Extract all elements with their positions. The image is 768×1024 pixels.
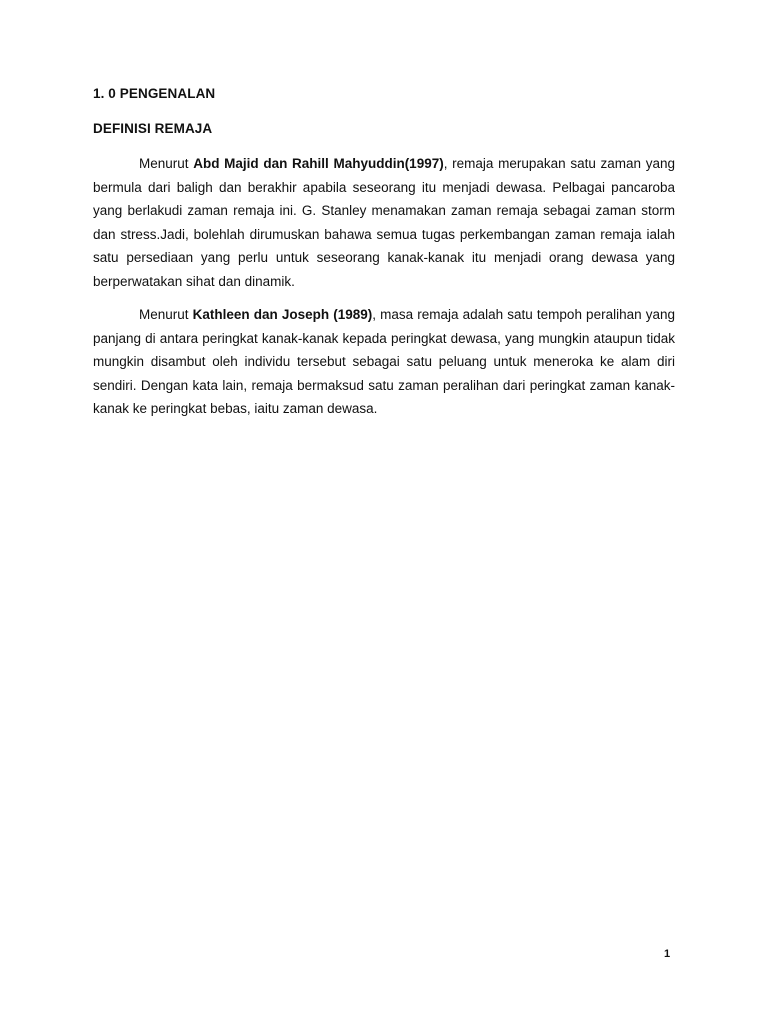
section-heading: 1. 0 PENGENALAN	[93, 86, 216, 101]
citation: Kathleen dan Joseph (1989)	[192, 307, 373, 322]
paragraph	[93, 152, 675, 294]
paragraph-body: , masa remaja adalah satu tempoh peralihan yang panjang di antara peringkat kanak-kanak kepada peringkat dewasa, yang mungkin ataupun tidak mungkin disambut oleh individu tersebut sebagai satu peluang untuk meneroka ke alam diri sendiri. Dengan kata lain, remaja bermaksud satu zaman peralihan dari peringkat zaman kanak-kanak ke peringkat bebas, iaitu zaman dewasa.	[93, 307, 675, 417]
paragraph-lead: Menurut	[139, 307, 193, 322]
sub-heading: DEFINISI REMAJA	[93, 121, 213, 136]
page-number: 1	[664, 948, 671, 960]
paragraph-lead: Menurut	[139, 156, 194, 171]
citation: Abd Majid dan Rahill Mahyuddin(1997)	[193, 156, 444, 171]
paragraph-body: , remaja merupakan satu zaman yang bermula dari baligh dan berakhir apabila seseorang itu menjadi dewasa. Pelbagai pancaroba yang berlakudi zaman remaja ini. G. Stanley menamakan zaman remaja sebagai zaman storm dan stress.Jadi, bolehlah dirumuskan bahawa semua tugas perkembangan zaman remaja ialah satu persediaan yang perlu untuk seseorang kanak-kanak itu menjadi orang dewasa yang berperwatakan sihat dan dinamik.	[93, 156, 675, 289]
paragraph	[93, 303, 675, 421]
